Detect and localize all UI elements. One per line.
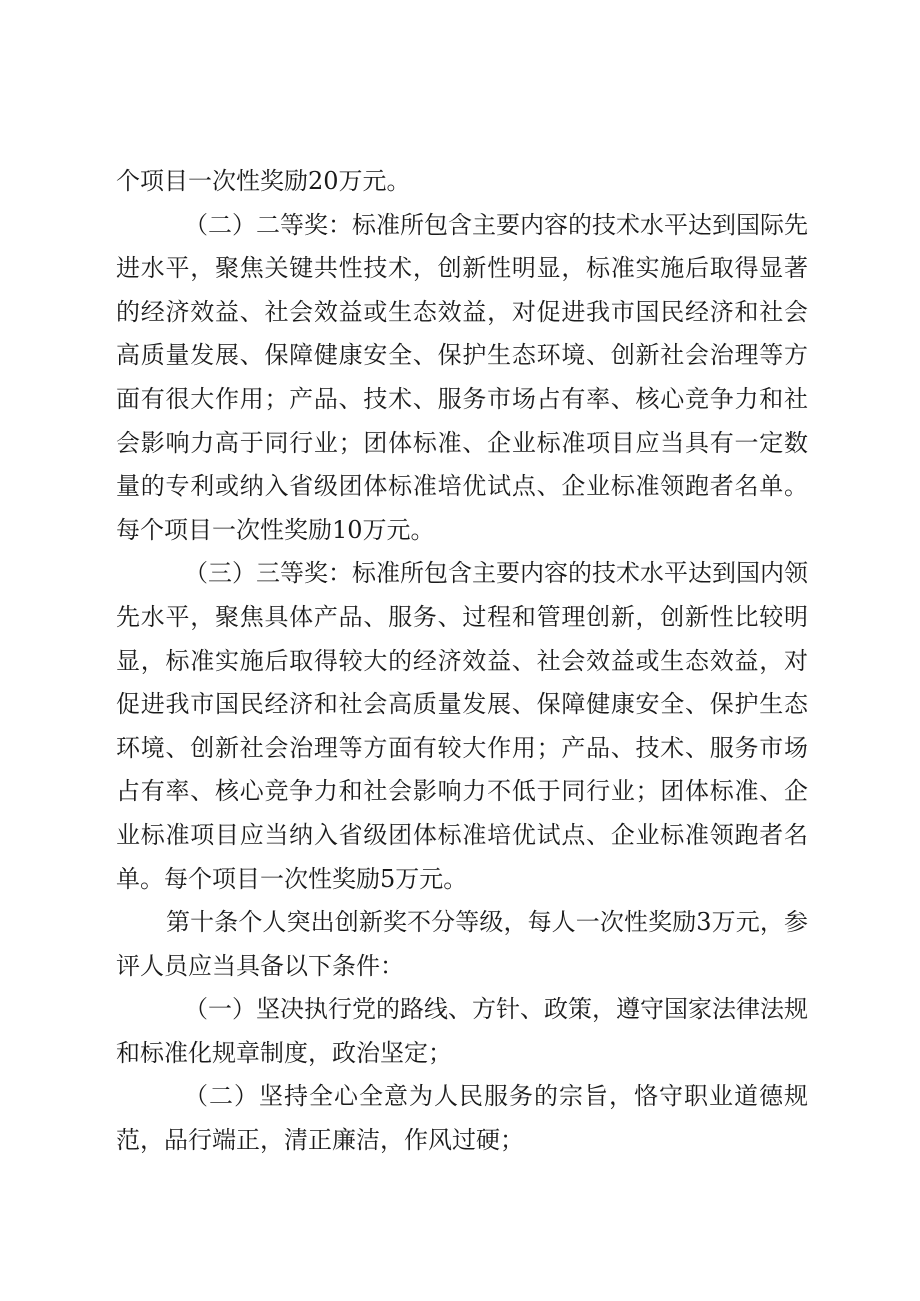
paragraph-condition-two: （二）坚持全心全意为人民服务的宗旨，恪守职业道德规范，品行端正，清正廉洁，作风过硬； [116,1082,808,1155]
document-body [116,160,808,1163]
paragraph-second-prize: （二）二等奖：标准所包含主要内容的技术水平达到国际先进水平，聚焦关键共性技术，创新性明显，标准实施后取得显著的经济效益、社会效益或生态效益，对促进我市国民经济和社会高质量发展、保障健康安全、保护生态环境、创新社会治理等方面有很大作用；产品、技术、服务市场占有率、核心竞争力和社会影响力高于同行业；团体标准、企业标准项目应当具有一定数量的专利或纳入省级团体标准培优试点、企业标准领跑者名单。每个项目一次性奖励10万元。 [116,210,808,544]
paragraph-third-prize: （三）三等奖：标准所包含主要内容的技术水平达到国内领先水平，聚焦具体产品、服务、过程和管理创新，创新性比较明显，标准实施后取得较大的经济效益、社会效益或生态效益，对促进我市国民经济和社会高质量发展、保障健康安全、保护生态环境、创新社会治理等方面有较大作用；产品、技术、服务市场占有率、核心竞争力和社会影响力不低于同行业；团体标准、企业标准项目应当纳入省级团体标准培优试点、企业标准领跑者名单。每个项目一次性奖励5万元。 [116,559,808,893]
paragraph-article-ten: 第十条个人突出创新奖不分等级，每人一次性奖励3万元，参评人员应当具备以下条件： [116,908,808,980]
paragraph-condition-one: （一）坚决执行党的路线、方针、政策，遵守国家法律法规和标准化规章制度，政治坚定； [116,995,808,1067]
paragraph-continuation: 个项目一次性奖励20万元。 [116,167,411,195]
